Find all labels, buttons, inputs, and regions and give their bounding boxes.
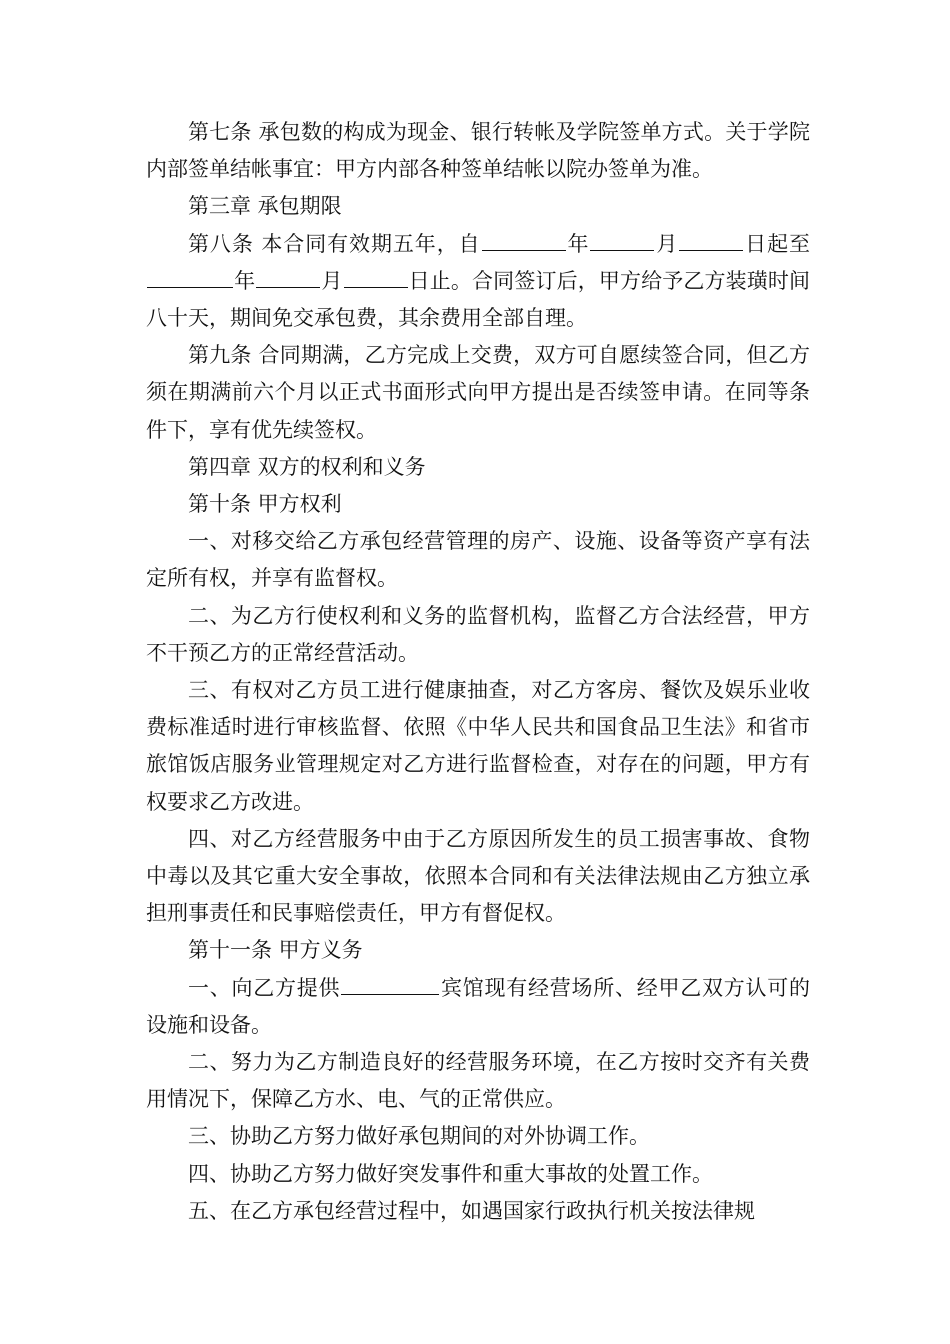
- paragraph-text: 月: [655, 231, 679, 256]
- list-item-duties-2: 二、努力为乙方制造良好的经营服务环境，在乙方按时交齐有关费用情况下，保障乙方水、电、气的正常供应。: [146, 1050, 810, 1112]
- paragraph-text: 年: [566, 231, 590, 256]
- list-item-rights-2: 二、为乙方行使权利和义务的监督机构，监督乙方合法经营，甲方不干预乙方的正常经营活动。: [146, 603, 810, 665]
- list-item-duties-3: 三、协助乙方努力做好承包期间的对外协调工作。: [188, 1124, 650, 1149]
- list-item-duties-5: 五、在乙方承包经营过程中，如遇国家行政执行机关按法律规: [188, 1198, 755, 1223]
- list-item-rights-3: 三、有权对乙方员工进行健康抽查，对乙方客房、餐饮及娱乐业收费标准适时进行审核监督、依照《中华人民共和国食品卫生法》和省市旅馆饭店服务业管理规定对乙方进行监督检查，对存在的问题，甲方有权要求乙方改进。: [146, 678, 810, 814]
- paragraph-article-7: 第七条 承包数的构成为现金、银行转帐及学院签单方式。关于学院内部签单结帐事宜：甲方内部各种签单结帐以院办签单为准。: [146, 120, 810, 182]
- list-item-duties-4: 四、协助乙方努力做好突发事件和重大事故的处置工作。: [188, 1161, 713, 1186]
- fill-in-blank: [344, 265, 408, 288]
- article-heading-10: 第十条 甲方权利: [188, 492, 342, 517]
- fill-in-blank: [679, 228, 743, 251]
- fill-in-blank: [147, 265, 233, 288]
- paragraph-text: 年: [234, 268, 256, 293]
- fill-in-blank: [590, 228, 654, 251]
- paragraph-text: 月: [321, 268, 343, 293]
- paragraph-text: 日止。合同签订后，甲方给予乙方装璜时间八十天，期间免交承包费，其余费用全部自理。: [146, 268, 811, 331]
- fill-in-blank: [256, 265, 320, 288]
- paragraph-article-9: 第九条 合同期满，乙方完成上交费，双方可自愿续签合同，但乙方须在期满前六个月以正式书面形式向甲方提出是否续签申请。在同等条件下，享有优先续签权。: [146, 343, 810, 442]
- article-heading-11: 第十一条 甲方义务: [188, 938, 363, 963]
- list-item-duties-1: [146, 970, 810, 1044]
- chapter-heading-3: 第三章 承包期限: [188, 194, 342, 219]
- list-item-rights-4: 四、对乙方经营服务中由于乙方原因所发生的员工损害事故、食物中毒以及其它重大安全事故，依照本合同和有关法律法规由乙方独立承担刑事责任和民事赔偿责任，甲方有督促权。: [146, 826, 810, 926]
- paragraph-text: 宾馆现有经营场所、经甲乙双方认可的设施和设备。: [146, 975, 810, 1037]
- document-body: [146, 114, 810, 1230]
- paragraph-article-8: [146, 226, 810, 338]
- fill-in-blank: [341, 972, 439, 995]
- paragraph-text: 第八条 本合同有效期五年，自: [188, 231, 481, 256]
- list-item-rights-1: 一、对移交给乙方承包经营管理的房产、设施、设备等资产享有法定所有权，并享有监督权。: [146, 529, 810, 591]
- chapter-heading-4: 第四章 双方的权利和义务: [188, 454, 426, 479]
- fill-in-blank: [482, 228, 566, 251]
- paragraph-text: 日起至: [744, 231, 811, 256]
- paragraph-text: 一、向乙方提供: [188, 975, 341, 1000]
